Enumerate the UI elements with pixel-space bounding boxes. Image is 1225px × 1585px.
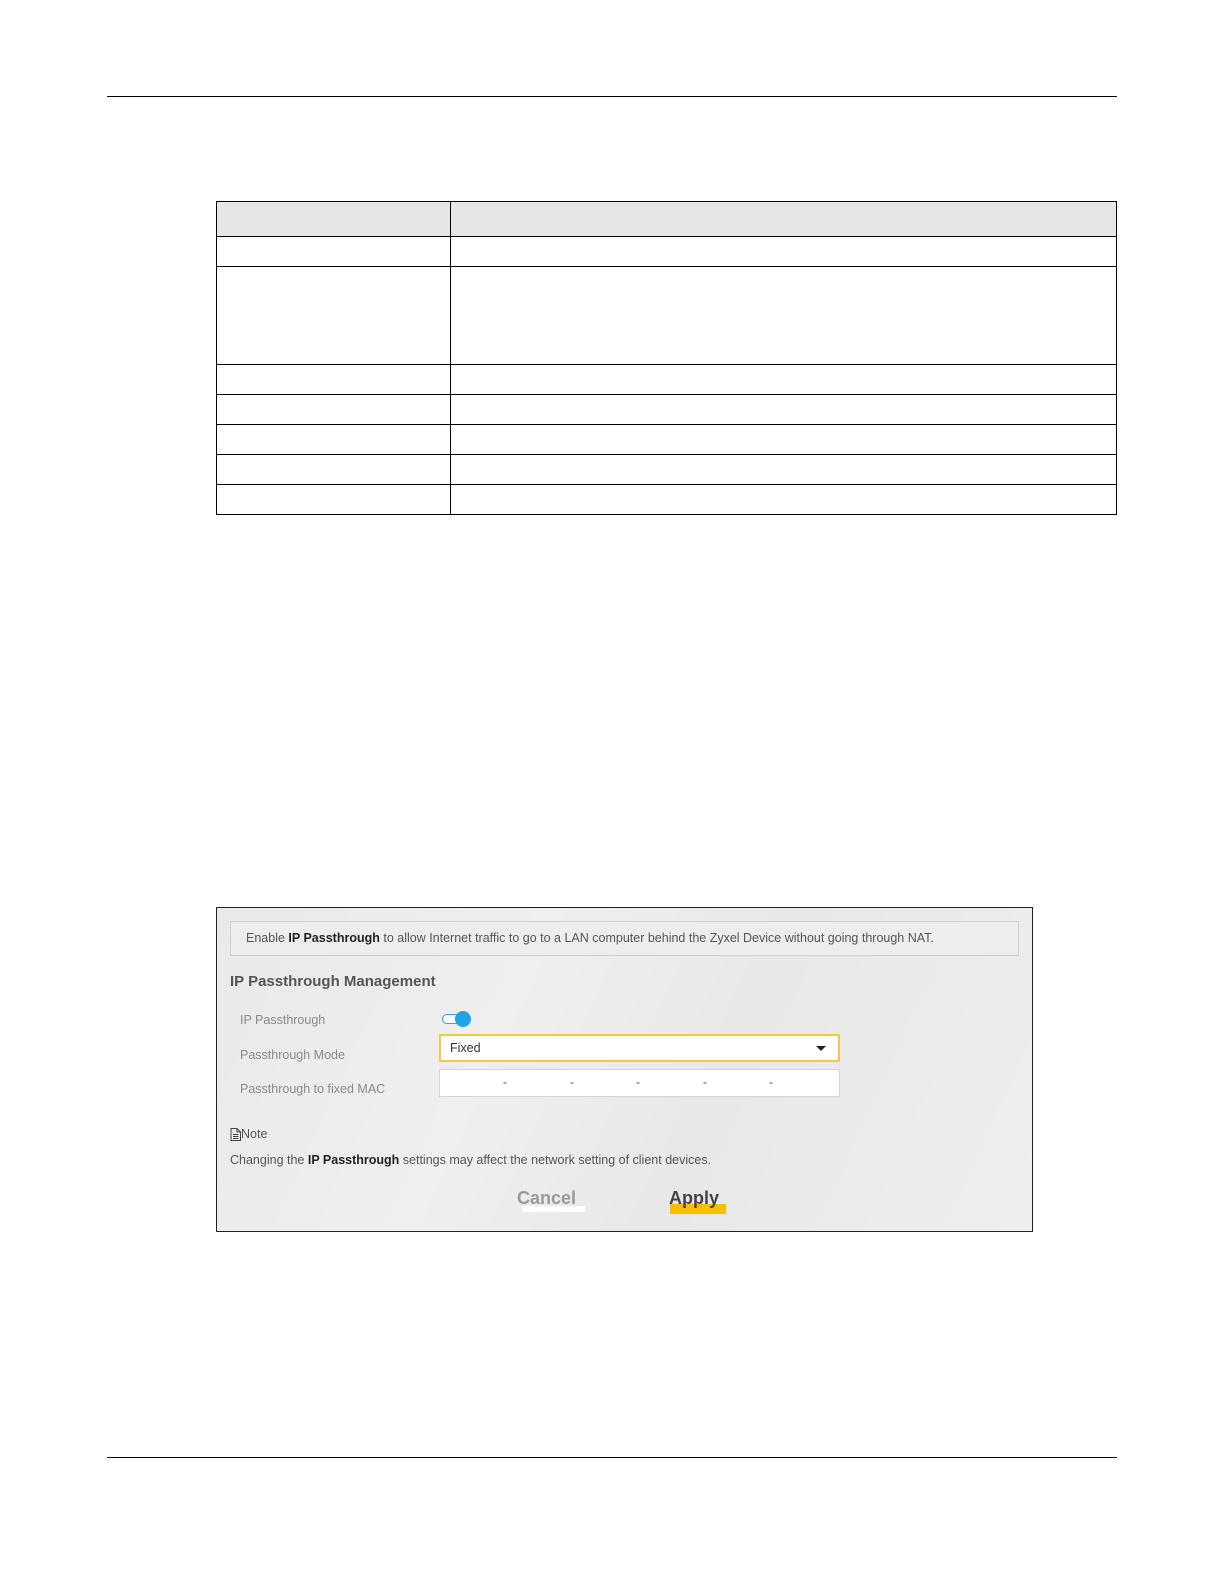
table-cell (451, 425, 1117, 455)
mac-separator: - (636, 1075, 640, 1089)
chevron-down-icon (816, 1046, 826, 1051)
header-rule (107, 96, 1117, 97)
cancel-button[interactable] (517, 1188, 576, 1209)
passthrough-mode-label: Passthrough Mode (240, 1048, 345, 1062)
mac-separator: - (769, 1075, 773, 1089)
mac-separator: - (703, 1075, 707, 1089)
table-cell (217, 395, 451, 425)
table-cell (451, 395, 1117, 425)
ip-passthrough-screenshot (216, 907, 1033, 1232)
banner-prefix: Enable (246, 931, 289, 945)
passthrough-mode-select[interactable] (439, 1034, 840, 1062)
table-row (217, 237, 1117, 267)
table-cell (451, 485, 1117, 515)
apply-label: Apply (669, 1188, 720, 1208)
banner-suffix: to allow Internet traffic to go to a LAN computer behind the Zyxel Device without going through NAT. (379, 931, 934, 945)
table-cell (451, 202, 1117, 237)
table-cell (451, 455, 1117, 485)
table-cell (451, 267, 1117, 365)
mode-selected-value: Fixed (450, 1041, 481, 1055)
fixed-mac-input[interactable] (439, 1069, 840, 1097)
table-row (217, 365, 1117, 395)
info-banner (230, 921, 1019, 956)
note-title: Note (241, 1127, 268, 1141)
table-cell (217, 267, 451, 365)
footer-rule (107, 1457, 1117, 1458)
table-row (217, 395, 1117, 425)
mac-separator: - (503, 1075, 507, 1089)
parameter-table (216, 201, 1117, 515)
table-row (217, 267, 1117, 365)
table-header-row (217, 202, 1117, 237)
table-cell (217, 237, 451, 267)
table-row (217, 455, 1117, 485)
note-heading (230, 1127, 267, 1143)
fixed-mac-label: Passthrough to fixed MAC (240, 1082, 386, 1096)
table-cell (217, 365, 451, 395)
table-cell (217, 202, 451, 237)
mac-separator: - (570, 1075, 574, 1089)
note-suffix: settings may affect the network setting of client devices. (399, 1153, 712, 1167)
table-cell (451, 237, 1117, 267)
note-icon (230, 1128, 241, 1141)
table-row (217, 485, 1117, 515)
note-bold: IP Passthrough (307, 1153, 400, 1167)
table-cell (217, 485, 451, 515)
banner-bold: IP Passthrough (288, 931, 380, 945)
table-cell (451, 365, 1117, 395)
ip-passthrough-label: IP Passthrough (240, 1013, 326, 1027)
apply-button[interactable] (669, 1188, 719, 1209)
table-cell (217, 425, 451, 455)
table-cell (217, 455, 451, 485)
ip-passthrough-toggle[interactable] (442, 1011, 472, 1027)
section-title: IP Passthrough Management (230, 973, 436, 990)
note-text (230, 1153, 711, 1167)
table-row (217, 425, 1117, 455)
toggle-knob (455, 1011, 471, 1027)
note-prefix: Changing the (230, 1153, 308, 1167)
cancel-label: Cancel (517, 1188, 577, 1208)
